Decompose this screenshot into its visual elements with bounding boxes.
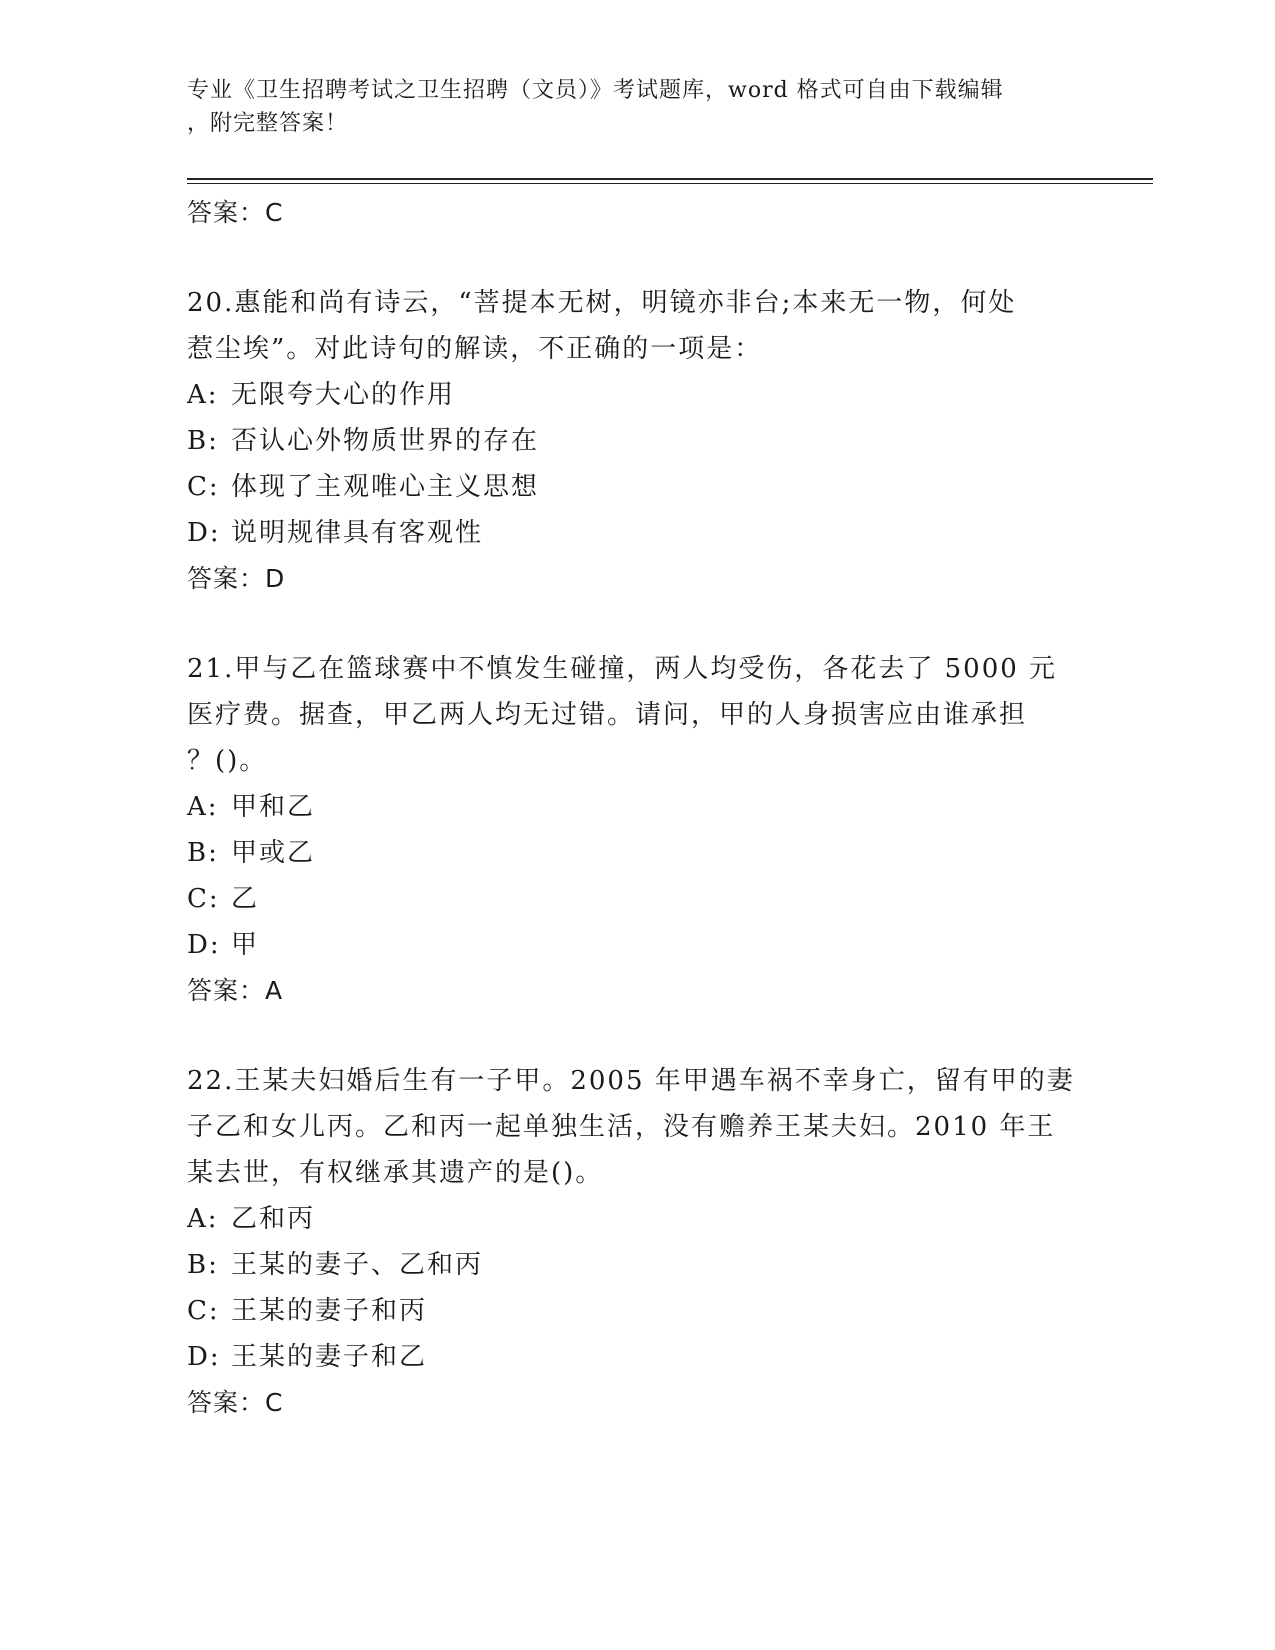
question-stem-line: 子乙和女儿丙。乙和丙一起单独生活，没有赡养王某夫妇。2010 年王 <box>187 1112 1056 1142</box>
spacer <box>187 1014 1087 1058</box>
option-text: 乙和丙 <box>231 1204 316 1234</box>
question-block <box>187 280 1087 602</box>
option-d <box>187 510 1087 556</box>
option-text: 乙 <box>231 884 260 914</box>
option-key: D: <box>187 1342 221 1372</box>
option-key: B: <box>187 1250 219 1280</box>
option-text: 甲 <box>231 930 260 960</box>
option-c <box>187 1288 1087 1334</box>
header-line-2: ，附完整答案！ <box>187 111 349 136</box>
option-b <box>187 830 1087 876</box>
option-a <box>187 372 1087 418</box>
option-text: 否认心外物质世界的存在 <box>231 426 540 456</box>
spacer <box>187 602 1087 646</box>
answer-line: 答案：C <box>187 1388 284 1417</box>
question-stem-line: 21.甲与乙在篮球赛中不慎发生碰撞，两人均受伤，各花去了 5000 元 <box>187 654 1058 684</box>
option-key: C: <box>187 1296 220 1326</box>
spacer <box>187 236 1087 280</box>
question-stem-line: 医疗费。据查，甲乙两人均无过错。请问，甲的人身损害应由谁承担 <box>187 700 1028 730</box>
option-key: D: <box>187 930 221 960</box>
answer-line: 答案：C <box>187 198 284 227</box>
option-key: A: <box>187 1204 219 1234</box>
document-header <box>187 74 1087 140</box>
option-text: 说明规律具有客观性 <box>231 518 484 548</box>
option-text: 王某的妻子和乙 <box>231 1342 428 1372</box>
option-text: 王某的妻子、乙和丙 <box>231 1250 484 1280</box>
option-text: 无限夸大心的作用 <box>231 380 456 410</box>
option-key: B: <box>187 426 219 456</box>
question-stem-line: 20.惠能和尚有诗云，“菩提本无树，明镜亦非台;本来无一物，何处 <box>187 288 1017 318</box>
option-key: C: <box>187 884 220 914</box>
option-text: 体现了主观唯心主义思想 <box>231 472 540 502</box>
option-text: 王某的妻子和丙 <box>231 1296 428 1326</box>
option-a <box>187 784 1087 830</box>
question-list <box>187 190 1087 1426</box>
option-d <box>187 1334 1087 1380</box>
question-stem-line: 惹尘埃”。对此诗句的解读，不正确的一项是： <box>187 334 763 364</box>
question-stem-line: 22.王某夫妇婚后生有一子甲。2005 年甲遇车祸不幸身亡，留有甲的妻 <box>187 1066 1075 1096</box>
header-line-1: 专业《卫生招聘考试之卫生招聘（文员）》考试题库，word 格式可自由下载编辑 <box>187 78 1004 103</box>
option-key: A: <box>187 380 219 410</box>
option-d <box>187 922 1087 968</box>
option-key: A: <box>187 792 219 822</box>
option-text: 甲和乙 <box>231 792 316 822</box>
answer-line: 答案：A <box>187 976 284 1005</box>
option-b <box>187 1242 1087 1288</box>
question-block <box>187 646 1087 1014</box>
option-a <box>187 1196 1087 1242</box>
question-stem-line: ？()。 <box>187 746 268 776</box>
option-c <box>187 876 1087 922</box>
option-text: 甲或乙 <box>231 838 316 868</box>
question-block <box>187 1058 1087 1426</box>
option-key: C: <box>187 472 220 502</box>
option-key: B: <box>187 838 219 868</box>
header-divider <box>187 178 1153 180</box>
question-stem-line: 某去世，有权继承其遗产的是()。 <box>187 1158 604 1188</box>
option-key: D: <box>187 518 221 548</box>
option-c <box>187 464 1087 510</box>
option-b <box>187 418 1087 464</box>
answer-line: 答案：D <box>187 564 286 593</box>
header-divider-thin <box>187 183 1153 184</box>
